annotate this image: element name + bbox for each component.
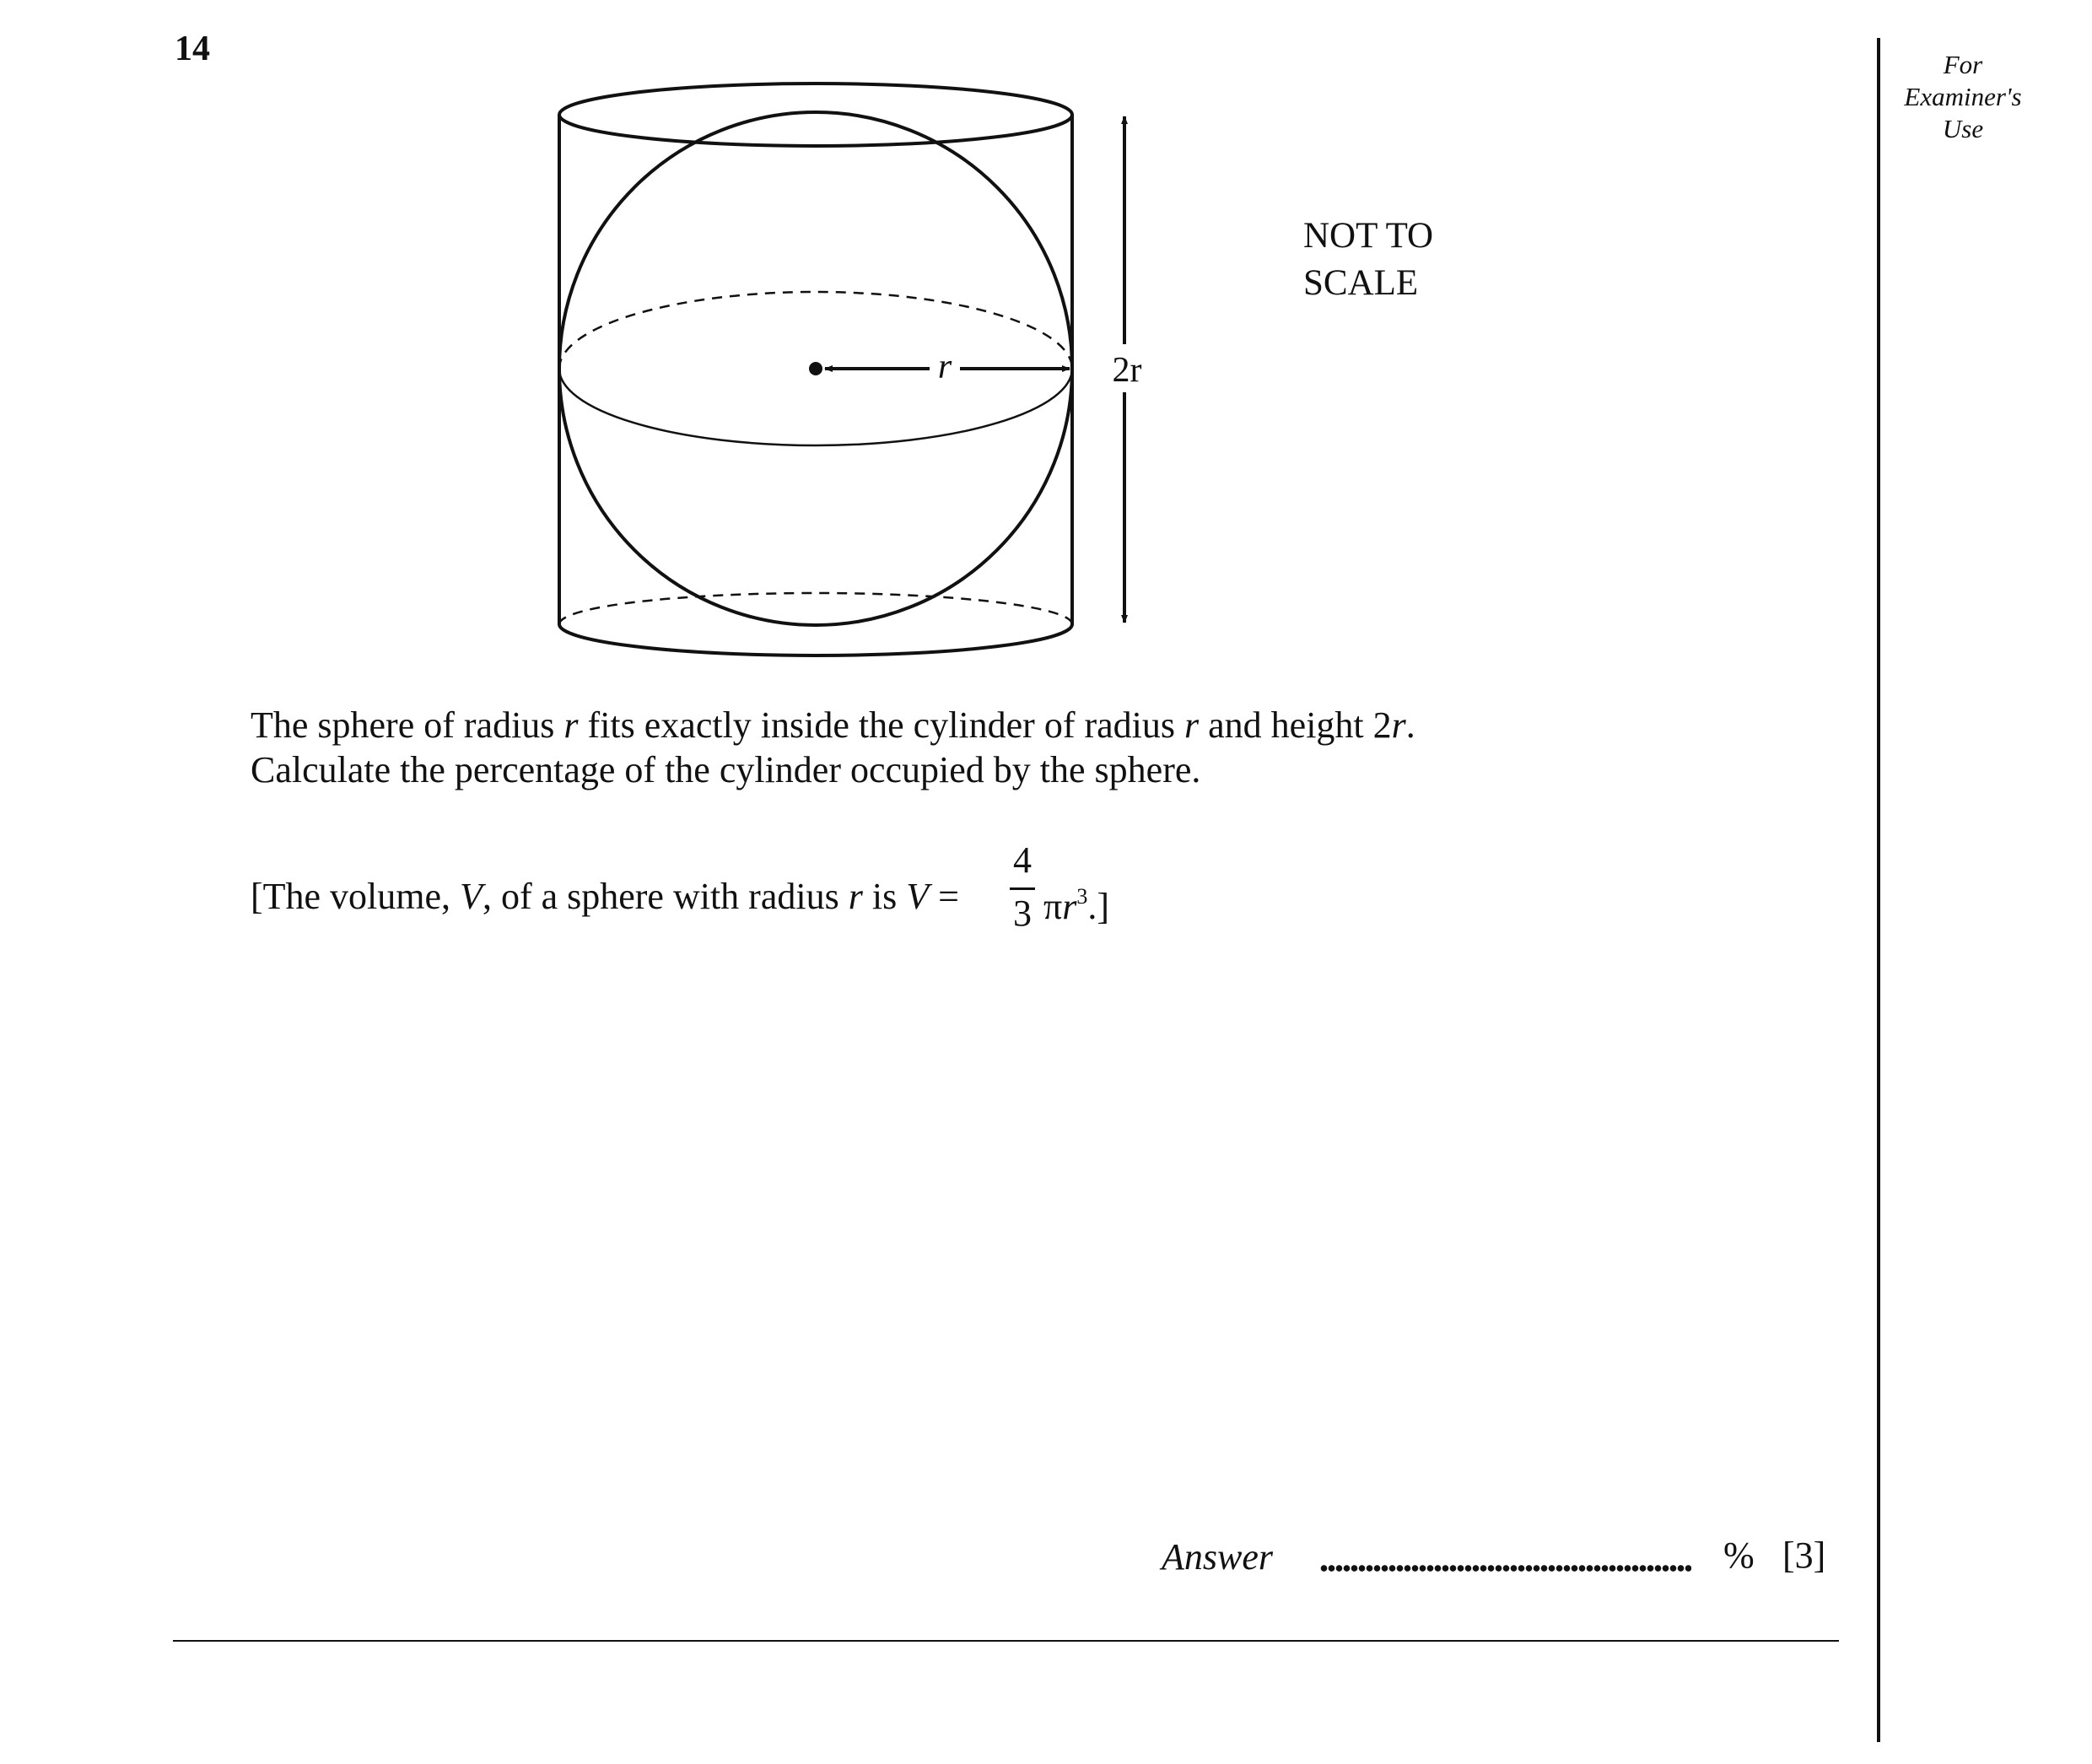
- text-run: [The volume,: [251, 876, 461, 917]
- cylinder-top: [559, 84, 1072, 146]
- text-run: , of a sphere with radius: [482, 876, 849, 917]
- answer-field[interactable]: [1320, 1561, 1691, 1576]
- volume-formula-hint: [251, 874, 959, 919]
- text-run: .]: [1087, 886, 1109, 927]
- examiner-label-line: Examiner's: [1904, 82, 2022, 111]
- question-text: [251, 703, 1415, 792]
- radius-label: r: [937, 348, 952, 386]
- formula-tail: [1043, 874, 1109, 929]
- text-run: is: [862, 876, 907, 917]
- cylinder-bottom-back: [559, 593, 1072, 624]
- scale-note-line: NOT TO: [1303, 216, 1434, 256]
- question-line-2: Calculate the percentage of the cylinder occupied by the sphere.: [251, 749, 1201, 790]
- answer-unit: %: [1723, 1535, 1755, 1576]
- fraction-numerator: 4: [1013, 839, 1032, 881]
- cylinder-bottom-front: [559, 624, 1072, 655]
- sphere-in-cylinder-diagram: [0, 0, 2092, 700]
- text-run: .: [1405, 704, 1415, 746]
- marks-allocation: [3]: [1782, 1535, 1826, 1576]
- not-to-scale-note: [1303, 213, 1433, 307]
- variable-V: V: [906, 876, 930, 917]
- sphere-equator-back: [559, 292, 1072, 369]
- variable-r: r: [848, 876, 863, 917]
- equals-sign: =: [929, 876, 959, 917]
- scale-note-line: SCALE: [1303, 263, 1419, 303]
- variable-r: r: [1391, 704, 1406, 746]
- fraction-four-thirds: [1006, 839, 1039, 934]
- examiner-label-line: For: [1943, 50, 1983, 79]
- text-run: fits exactly inside the cylinder of radius: [578, 704, 1185, 746]
- question-line-1: [251, 703, 1415, 747]
- fraction-bar: [1010, 887, 1035, 890]
- text-run: The sphere of radius: [251, 704, 564, 746]
- fraction-denominator: 3: [1013, 893, 1032, 934]
- text-run: and height 2: [1199, 704, 1392, 746]
- variable-r: r: [563, 704, 579, 746]
- variable-r: r: [1062, 886, 1077, 927]
- height-label: 2r: [1112, 351, 1142, 390]
- exponent: 3: [1076, 884, 1088, 909]
- sphere-equator-front: [559, 369, 1072, 445]
- variable-r: r: [1184, 704, 1200, 746]
- variable-V: V: [460, 876, 483, 917]
- question-number: 14: [175, 30, 210, 68]
- answer-label: Answer: [1162, 1536, 1273, 1578]
- examiner-label-line: Use: [1942, 114, 1984, 143]
- pi-symbol: π: [1043, 886, 1063, 927]
- sphere-centre-dot: [809, 362, 822, 375]
- question-end-rule: [173, 1640, 1839, 1642]
